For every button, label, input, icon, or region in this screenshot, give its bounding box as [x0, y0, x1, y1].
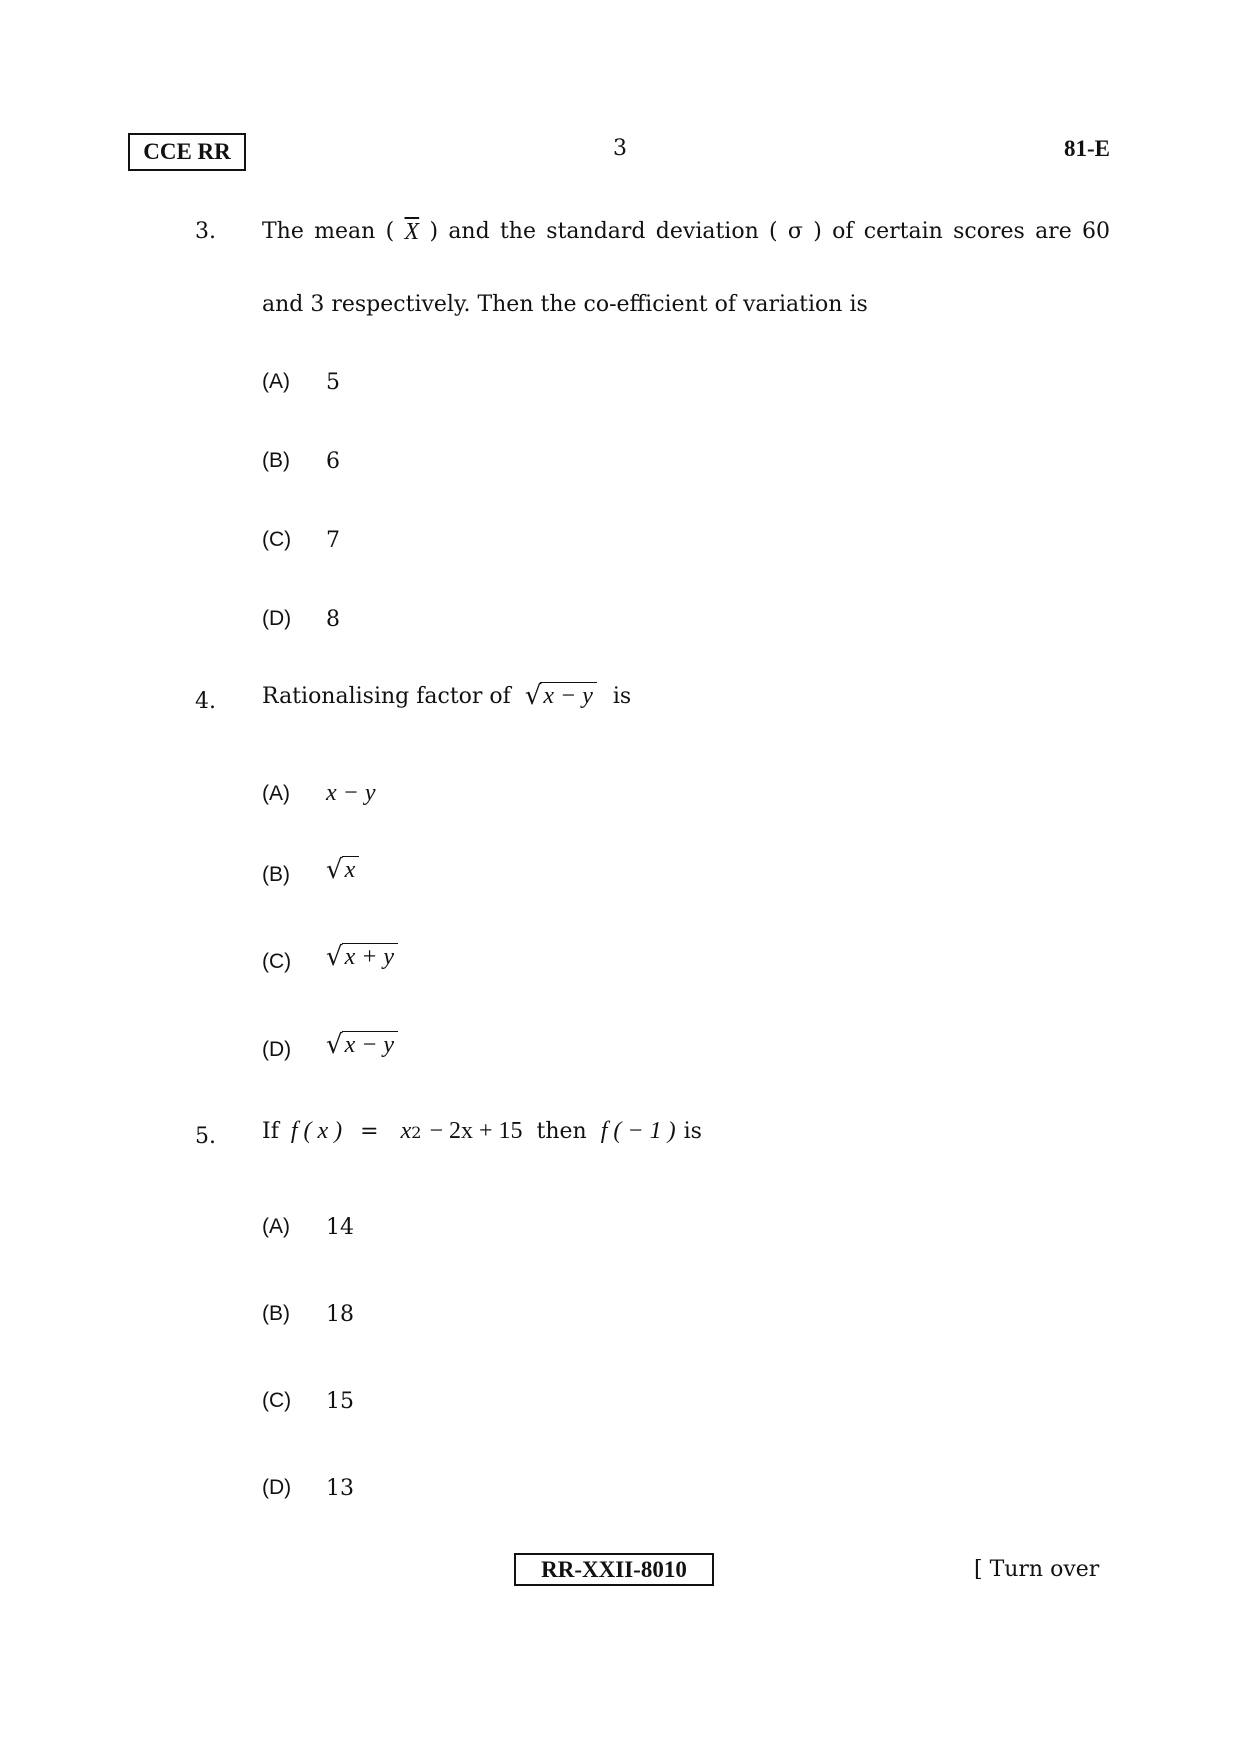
option-value: [326, 856, 359, 884]
option-label: (A): [262, 1215, 290, 1238]
option-label: (A): [262, 370, 290, 393]
base-variable: x: [400, 1118, 412, 1144]
option-value: 18: [326, 1302, 354, 1327]
option-value: 5: [326, 370, 340, 395]
option-label: (B): [262, 449, 290, 472]
paren: ): [813, 219, 822, 244]
mean-symbol: $\overline{X}$: [404, 219, 420, 245]
option-label: (B): [262, 1302, 290, 1325]
square-root-expression: [326, 855, 359, 886]
word: mean: [314, 219, 376, 244]
radicand: x: [342, 856, 360, 883]
square-root-expression: [326, 1030, 398, 1061]
word: and: [448, 219, 490, 244]
question-text: If: [262, 1119, 279, 1144]
word: scores: [953, 219, 1025, 244]
question-text: Rationalising factor of: [262, 684, 511, 710]
function-call: f ( − 1 ): [600, 1118, 676, 1144]
option-label: (C): [262, 528, 292, 551]
equals-sign: =: [360, 1119, 379, 1144]
function-lhs: f ( x ): [290, 1118, 343, 1144]
radical-sign: √: [326, 1030, 343, 1061]
question-4-number: 4.: [195, 689, 216, 714]
square-root-expression: [524, 681, 597, 712]
word: are: [1035, 219, 1072, 244]
radicand: x + y: [342, 943, 399, 970]
word: 60: [1082, 219, 1110, 244]
option-value: 7: [326, 528, 340, 553]
question-3-line-1: [262, 219, 1110, 246]
option-label: (B): [262, 863, 290, 886]
word: standard: [546, 219, 646, 244]
question-text: then: [536, 1119, 587, 1144]
option-label: (A): [262, 782, 290, 805]
option-label: (C): [262, 1389, 292, 1412]
option-label: (D): [262, 607, 292, 630]
radical-sign: √: [524, 681, 542, 712]
word: of: [832, 219, 854, 244]
header-code-box: CCE RR: [128, 133, 246, 171]
radicand: x − y: [342, 1031, 399, 1058]
option-value: 15: [326, 1389, 354, 1414]
sigma-symbol: σ: [787, 219, 803, 244]
turn-over-note: [ Turn over: [974, 1557, 1100, 1582]
radicand: x − y: [540, 682, 597, 709]
question-3-line-2: and 3 respectively. Then the co-efficient of variation is: [262, 292, 868, 317]
footer-code-box: RR-XXII-8010: [514, 1553, 714, 1586]
word: The: [262, 219, 304, 244]
word: the: [499, 219, 536, 244]
square-root-expression: [326, 942, 398, 973]
paren: (: [769, 219, 778, 244]
page-number: 3: [613, 136, 627, 161]
question-4-text: [262, 681, 632, 712]
paper-code: 81-E: [1064, 136, 1110, 161]
paren: (: [385, 219, 395, 244]
word: deviation: [655, 219, 759, 244]
radical-sign: √: [326, 855, 343, 886]
question-5-text: [262, 1118, 702, 1145]
option-value: 6: [326, 449, 340, 474]
option-value: 8: [326, 607, 340, 632]
question-5-number: 5.: [195, 1124, 216, 1149]
option-value: [326, 943, 398, 971]
exponent: 2: [411, 1123, 422, 1142]
option-label: (D): [262, 1038, 292, 1061]
paren: ): [429, 219, 439, 244]
option-label: (C): [262, 950, 292, 973]
option-value: x − y: [326, 780, 376, 806]
question-text: is: [683, 1119, 702, 1144]
option-value: 14: [326, 1215, 354, 1240]
option-value: 13: [326, 1476, 354, 1501]
option-value: [326, 1031, 398, 1059]
radical-sign: √: [326, 942, 343, 973]
question-3-number: 3.: [195, 219, 216, 244]
option-label: (D): [262, 1476, 292, 1499]
question-text: is: [612, 684, 632, 710]
polynomial-rest: − 2x + 15: [429, 1118, 523, 1144]
word: certain: [863, 219, 943, 244]
